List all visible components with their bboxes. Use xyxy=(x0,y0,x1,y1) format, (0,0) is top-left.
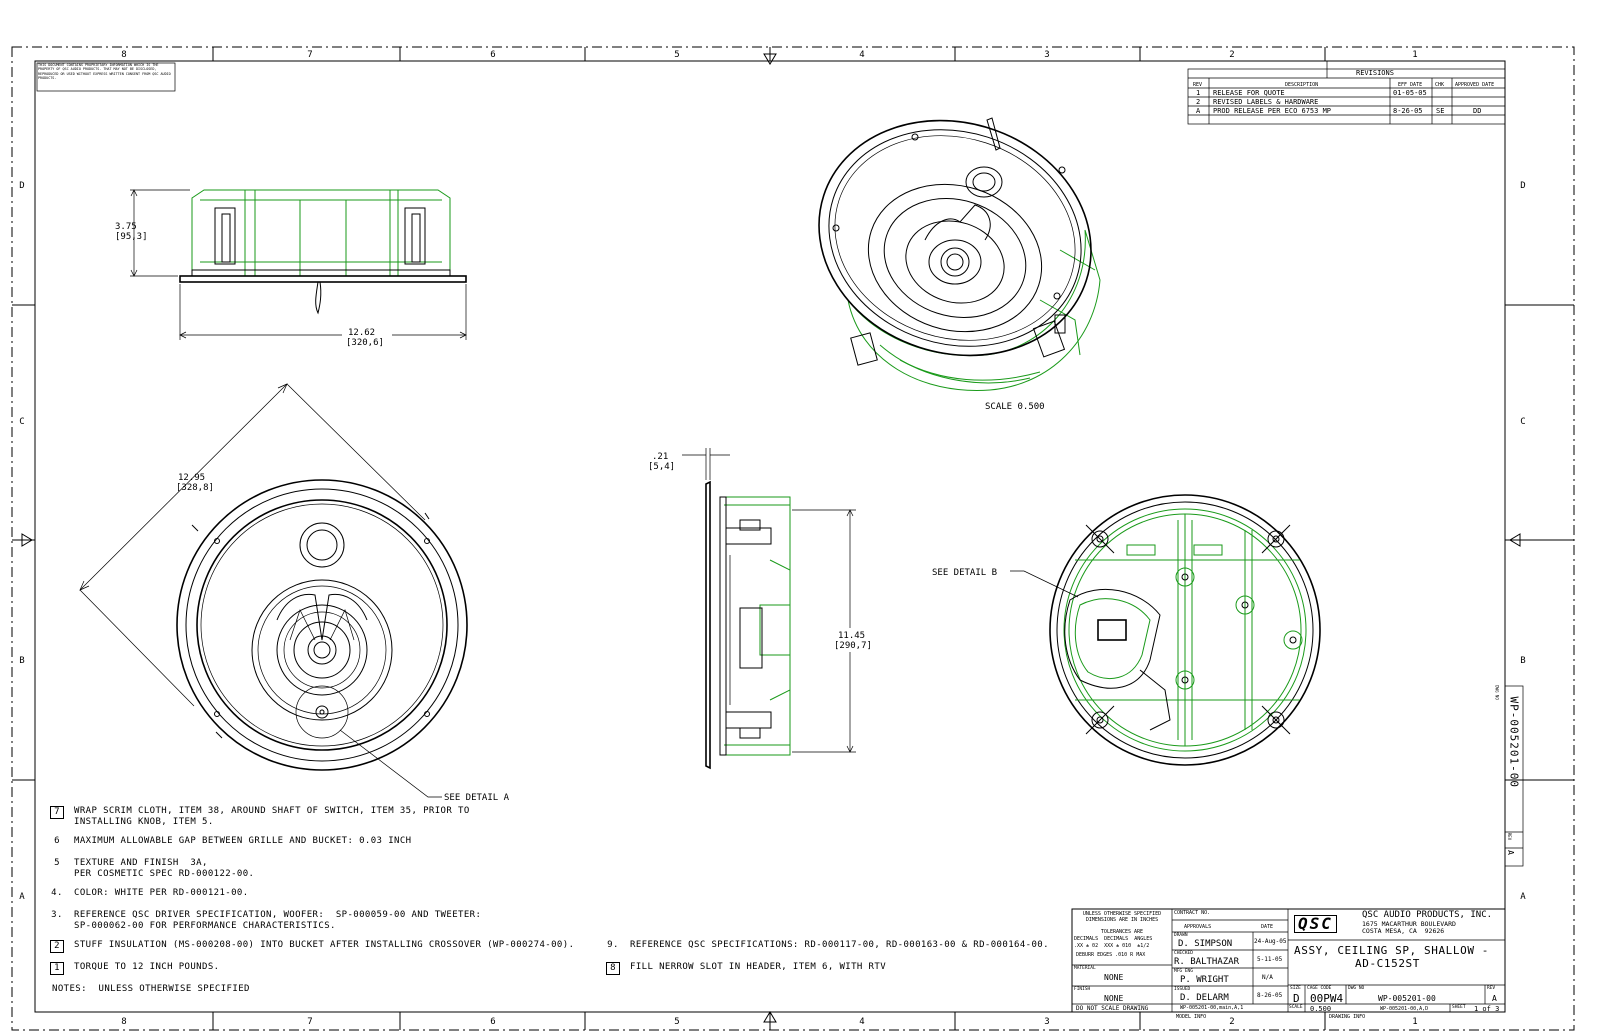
company-address-2: COSTA MESA, CA 92626 xyxy=(1362,927,1445,935)
sheet-value: 1 of 3 xyxy=(1474,1005,1500,1013)
rev-row2-desc: REVISED LABELS & HARDWARE xyxy=(1213,98,1319,106)
tolerance-line: DECIMALS DECIMALS ANGLES xyxy=(1074,936,1153,942)
height-dim: 3.75 xyxy=(115,222,137,232)
tolerance-values: .XX ± 02 XXX ± 010 ±1/2 xyxy=(1074,943,1150,949)
detail-a-callout: SEE DETAIL A xyxy=(444,793,510,803)
rear-view xyxy=(1010,495,1320,765)
note-5-number: 5 xyxy=(54,858,60,868)
cage-value: 00PW4 xyxy=(1310,992,1344,1005)
mfg-by: P. WRIGHT xyxy=(1180,975,1229,985)
rev-header-date: EFF DATE xyxy=(1398,82,1423,88)
zone-col-1: 1 xyxy=(1412,50,1418,60)
drawing-info: DRAWING INFO xyxy=(1329,1014,1366,1020)
finish-value: NONE xyxy=(1104,994,1124,1003)
rev-value: A xyxy=(1492,994,1497,1003)
checked-date: 5-11-05 xyxy=(1257,956,1283,963)
rev-row1-date: 01-05-05 xyxy=(1393,89,1427,97)
revisions-table xyxy=(1188,61,1505,124)
model-info: MODEL INFO xyxy=(1176,1014,1207,1020)
iso-scale: SCALE 0.500 xyxy=(985,402,1045,412)
zone-ticks xyxy=(12,47,1574,1030)
note-4-number: 4. xyxy=(51,888,63,898)
company-name: QSC AUDIO PRODUCTS, INC. xyxy=(1362,910,1493,920)
drawing-title-1: ASSY, CEILING SP, SHALLOW - xyxy=(1294,944,1490,957)
front-view xyxy=(80,384,467,797)
rev-row1-rev: 1 xyxy=(1196,89,1201,97)
checked-label: CHECKED xyxy=(1174,951,1193,956)
dwg-no-label: DWG NO xyxy=(1348,986,1365,991)
mfg-date: N/A xyxy=(1262,974,1273,981)
sheet-label: SHEET xyxy=(1452,1005,1466,1010)
side-rev-label: REV xyxy=(1507,832,1513,841)
zone-col-4-bottom: 4 xyxy=(859,1017,865,1027)
note-8-text: FILL NERROW SLOT IN HEADER, ITEM 6, WITH RTV xyxy=(630,962,887,972)
note-2-text: STUFF INSULATION (MS-000208-00) INTO BUCKET AFTER INSTALLING CROSSOVER (WP-000274-00). xyxy=(74,940,575,950)
tolerance-header: UNLESS OTHERWISE SPECIFIED DIMENSIONS ARE IN INCHES xyxy=(1082,911,1162,923)
note-6-number: 6 xyxy=(54,836,60,846)
file-name: WP-005201-00,main,A,1 xyxy=(1180,1005,1244,1011)
zone-col-6-bottom: 6 xyxy=(490,1017,496,1027)
side-view xyxy=(130,190,466,340)
rev-label: REV xyxy=(1487,986,1496,991)
zone-row-a-right: A xyxy=(1520,892,1526,902)
zone-row-b-right: B xyxy=(1520,656,1526,666)
note-1-text: TORQUE TO 12 INCH POUNDS. xyxy=(74,962,220,972)
width-dim: 12.62 xyxy=(348,328,376,338)
zone-row-d-right: D xyxy=(1520,181,1526,191)
flange-dim: .21 xyxy=(652,452,669,462)
note-4-text: COLOR: WHITE PER RD-000121-00. xyxy=(74,888,249,898)
zone-col-6: 6 xyxy=(490,50,496,60)
zone-col-5-bottom: 5 xyxy=(674,1017,680,1027)
zone-row-c-right: C xyxy=(1520,417,1526,427)
note-9-number: 9. xyxy=(607,940,619,950)
material-label: MATERIAL xyxy=(1074,966,1096,971)
outer-border xyxy=(12,47,1574,1030)
do-not-scale: DO NOT SCALE DRAWING xyxy=(1076,1005,1149,1012)
notes-footer: NOTES: UNLESS OTHERWISE SPECIFIED xyxy=(52,984,250,994)
note-2-number: 2 xyxy=(50,940,64,953)
rev-header-chk: CHK xyxy=(1435,82,1445,88)
drawn-by: D. SIMPSON xyxy=(1178,939,1233,949)
height-dim-mm: [95,3] xyxy=(115,232,148,242)
zone-row-d: D xyxy=(19,181,25,191)
side-rev-value: A xyxy=(1505,850,1515,855)
rev-header-rev: REV xyxy=(1193,82,1203,88)
rev-header-desc: DESCRIPTION xyxy=(1285,82,1319,88)
note-9-text: REFERENCE QSC SPECIFICATIONS: RD-000117-00, RD-000163-00 & RD-000164-00. xyxy=(630,940,1049,950)
approvals-label: APPROVALS xyxy=(1184,924,1212,930)
tolerances-label: TOLERANCES ARE xyxy=(1100,929,1144,935)
zone-row-a: A xyxy=(19,892,25,902)
zone-row-b: B xyxy=(19,656,25,666)
rev-row3-chk: SE xyxy=(1436,107,1445,115)
zone-col-7: 7 xyxy=(307,50,313,60)
mfg-label: MFG ENG xyxy=(1174,969,1193,974)
note-3-number: 3. xyxy=(51,910,63,920)
note-3-text: REFERENCE QSC DRIVER SPECIFICATION, WOOFER: SP-000059-00 AND TWEETER: SP-000062-00 FOR PERFORMANCE CHARACTERISTICS. xyxy=(74,910,482,931)
scale-label: SCALE xyxy=(1289,1005,1303,1010)
checked-by: R. BALTHAZAR xyxy=(1174,957,1240,967)
contract-label: CONTRACT NO. xyxy=(1174,910,1211,916)
section-view xyxy=(682,448,856,768)
rev-row3-approved: DD xyxy=(1473,107,1482,115)
issued-date: 8-26-05 xyxy=(1257,992,1283,999)
isometric-view xyxy=(788,86,1122,390)
rev-row3-rev: A xyxy=(1196,107,1201,115)
material-value: NONE xyxy=(1104,973,1124,982)
date-label: DATE xyxy=(1261,924,1274,930)
zone-col-1-bottom: 1 xyxy=(1412,1017,1418,1027)
diag-dim-mm: [328,8] xyxy=(176,483,214,493)
cutout-dim-mm: [290,7] xyxy=(834,641,872,651)
cutout-dim: 11.45 xyxy=(838,631,866,641)
zone-col-2: 2 xyxy=(1229,50,1235,60)
zone-col-8-bottom: 8 xyxy=(121,1017,127,1027)
company-address-1: 1675 MACARTHUR BOULEVARD xyxy=(1362,920,1456,928)
revisions-title: REVISIONS xyxy=(1356,69,1394,77)
rev-row3-date: 8-26-05 xyxy=(1393,107,1423,115)
drawn-date: 24-Aug-05 xyxy=(1254,938,1287,945)
rev-row2-rev: 2 xyxy=(1196,98,1201,106)
note-5-text: TEXTURE AND FINISH 3A, PER COSMETIC SPEC RD-000122-00. xyxy=(74,858,255,879)
width-dim-mm: [320,6] xyxy=(346,338,384,348)
zone-col-5: 5 xyxy=(674,50,680,60)
issued-by: D. DELARM xyxy=(1180,993,1229,1003)
zone-col-3-bottom: 3 xyxy=(1044,1017,1050,1027)
zone-col-2-bottom: 2 xyxy=(1229,1017,1235,1027)
diag-dim: 12.95 xyxy=(178,473,206,483)
detail-b-callout: SEE DETAIL B xyxy=(932,568,998,578)
drawn-label: DRAWN xyxy=(1174,933,1188,938)
rev-row3-desc: PROD RELEASE PER ECO 6753 MP xyxy=(1213,107,1332,115)
zone-col-7-bottom: 7 xyxy=(307,1017,313,1027)
zone-row-c: C xyxy=(19,417,25,427)
side-dwg-no: WP-005201-00 xyxy=(1507,696,1521,788)
rev-header-approved: APPROVED DATE xyxy=(1455,82,1495,88)
zone-col-4: 4 xyxy=(859,50,865,60)
size-label: SIZE xyxy=(1290,986,1301,991)
file-name-2: WP-005201-00,A,D xyxy=(1380,1006,1429,1012)
qsc-logo: QSC xyxy=(1294,915,1337,933)
finish-label: FINISH xyxy=(1074,987,1091,992)
size-value: D xyxy=(1293,992,1300,1005)
note-7-number: 7 xyxy=(50,806,64,819)
note-6-text: MAXIMUM ALLOWABLE GAP BETWEEN GRILLE AND BUCKET: 0.03 INCH xyxy=(74,836,412,846)
deburr-note: DEBURR EDGES .010 R MAX xyxy=(1076,952,1146,958)
zone-col-8: 8 xyxy=(121,50,127,60)
zone-col-3: 3 xyxy=(1044,50,1050,60)
drawing-title-2: AD-C152ST xyxy=(1355,957,1421,970)
rev-row1-desc: RELEASE FOR QUOTE xyxy=(1213,89,1285,97)
proprietary-notice: THIS DOCUMENT CONTAINS PROPRIETARY INFORMATION WHICH IS THE PROPERTY OF QSC AUDIO PRODUCTS. THAT MAY NOT BE DISCLOSED, REPRODUCED OR USED WITHOUT EXPRESS WRITTEN CONSENT FROM QSC AUDIO PRODUCTS. xyxy=(38,63,171,81)
scale-value: 0.500 xyxy=(1310,1005,1332,1013)
dwg-no-value: WP-005201-00 xyxy=(1378,994,1436,1003)
side-dwg-label: DWG NO xyxy=(1494,685,1500,700)
cage-label: CAGE CODE xyxy=(1307,986,1332,991)
note-1-number: 1 xyxy=(50,962,64,975)
flange-dim-mm: [5,4] xyxy=(648,462,676,472)
issued-label: ISSUED xyxy=(1174,987,1191,992)
note-7-text: WRAP SCRIM CLOTH, ITEM 38, AROUND SHAFT OF SWITCH, ITEM 35, PRIOR TO INSTALLING KNOB, ITEM 5. xyxy=(74,806,470,827)
note-8-number: 8 xyxy=(606,962,620,975)
